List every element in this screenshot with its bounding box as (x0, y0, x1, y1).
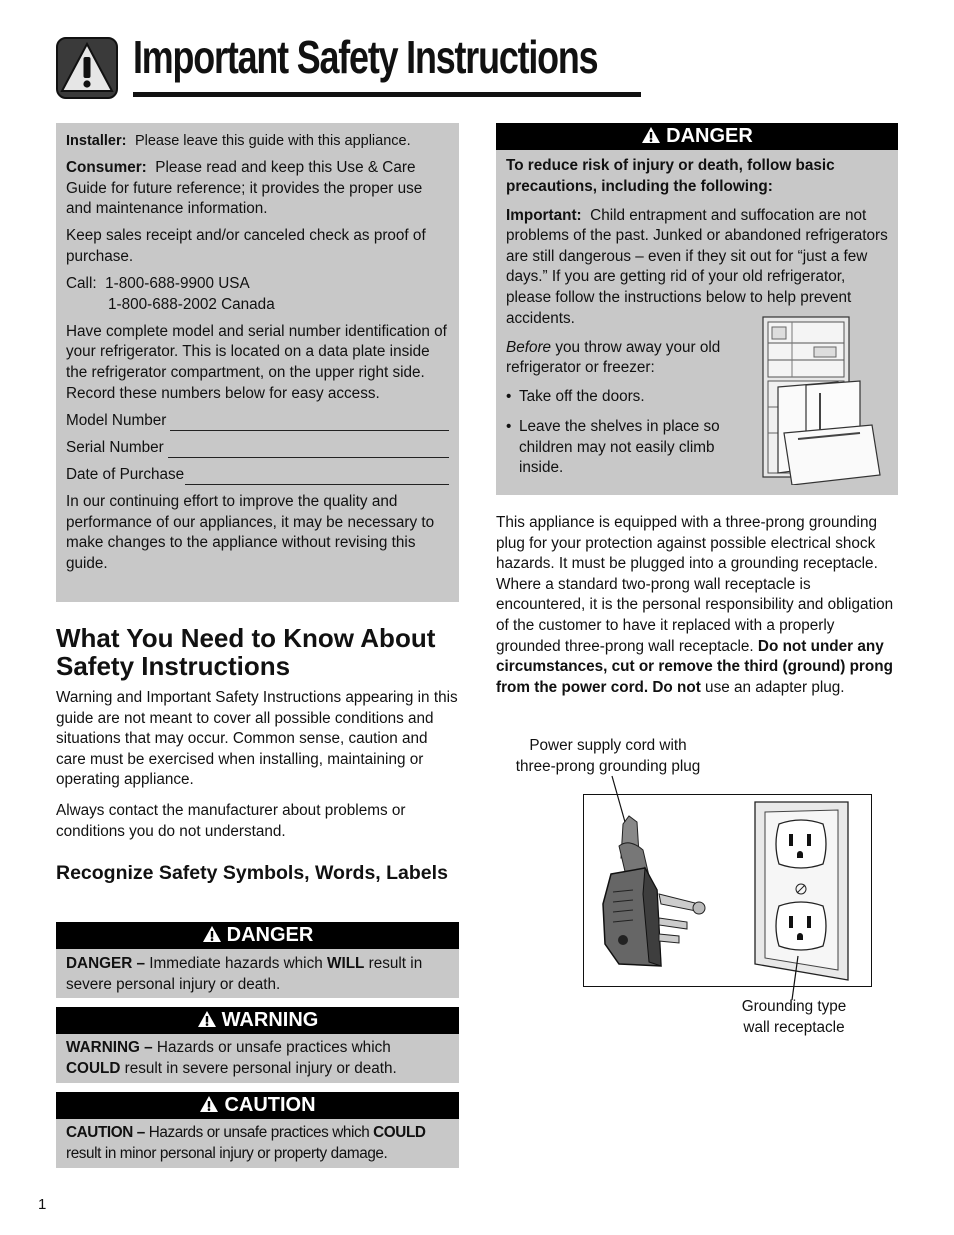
alert-triangle-icon (199, 1095, 219, 1113)
caption-leader-lines (580, 770, 820, 1010)
receptacle-caption: Grounding type wall receptacle (741, 998, 847, 1036)
installer-info-box (56, 123, 459, 602)
know-heading: What You Need to Know About Safety Instructions (56, 623, 436, 681)
list-item: • Take off the doors. (506, 387, 734, 408)
phone-canada: 1-800-688-2002 Canada (108, 295, 275, 313)
model-number-field[interactable]: Model Number (66, 411, 449, 432)
improvement-note: In our continuing effort to improve the quality and performance of our appliances, it may be necessary to make changes to the appliance without revising this guide. (66, 492, 435, 572)
know-paragraph-1: Warning and Important Safety Instructions appearing in this guide are not meant to cover all possible conditions and situations that may occur. Common sense, caution and care must be exercised when installing, maintaining or operating appliance. (56, 689, 458, 789)
alert-triangle-icon (197, 1010, 217, 1028)
important-note: Important: Child entrapment and suffocation are not problems of the past. Junked or abandoned refrigerators are still dangerous – even if they sit out for “just a few days.” If you are getting rid of your old refrigerator, please follow the instructions below to help prevent accidents. (506, 206, 888, 327)
serial-info: Have complete model and serial number identification of your refrigerator. This is located on a data plate inside the refrigerator compartment, on the upper right side. Record these numbers below for easy access. (66, 322, 447, 402)
warning-triangle-icon (56, 37, 118, 99)
caution-signal-box (56, 1092, 459, 1168)
phone-numbers: Call: 1-800-688-9900 USA 1-800-688-2002 Canada (66, 274, 449, 315)
danger-description: DANGER – Immediate hazards which WILL result in severe personal injury or death. (56, 949, 459, 998)
date-of-purchase-field[interactable]: Date of Purchase (66, 465, 449, 486)
alert-triangle-icon (641, 126, 661, 144)
cord-caption: Power supply cord with three-prong grounding plug (515, 737, 701, 775)
list-item: • Leave the shelves in place so children may not easily climb inside. (506, 417, 734, 479)
warning-header: WARNING (56, 1007, 459, 1034)
refrigerator-doors-illustration (762, 315, 897, 485)
receipt-note: Keep sales receipt and/or canceled check as proof of purchase. (66, 227, 426, 265)
danger-header: DANGER (56, 922, 459, 949)
consumer-note: Consumer: Please read and keep this Use & Care Guide for future reference; it provides the proper use and maintenance information. (66, 159, 423, 218)
warning-description: WARNING – Hazards or unsafe practices which COULD result in severe personal injury or death. (56, 1034, 459, 1083)
phone-usa: 1-800-688-9900 USA (105, 275, 250, 293)
know-paragraph-2: Always contact the manufacturer about problems or conditions you do not understand. (56, 802, 406, 840)
alert-triangle-icon (202, 925, 222, 943)
danger-box-header: DANGER (496, 123, 898, 150)
title-underline (133, 92, 641, 97)
grounding-paragraph: This appliance is equipped with a three-prong grounding plug for your protection against possible electrical shock hazards. It must be plugged into a grounding receptacle. Where a standard two-prong wall receptacle is encountered, it is the personal responsibility and obligation of the customer to have it replaced with a properly grounded three-prong wall receptacle. Do not under any circumstances, cut or remove the third (ground) prong from the power cord. Do not use an adapter plug. (496, 514, 894, 696)
before-note: Before you throw away your old refrigerator or freezer: (506, 338, 721, 377)
page-number: 1 (38, 1196, 47, 1213)
caution-description: CAUTION – Hazards or unsafe practices which COULD result in minor personal injury or property damage. (56, 1119, 459, 1168)
serial-number-field[interactable]: Serial Number (66, 438, 449, 459)
warning-signal-box (56, 1007, 459, 1083)
disposal-steps-list (506, 387, 734, 478)
installer-note: Installer: Please leave this guide with this appliance. (66, 133, 411, 149)
recognize-heading: Recognize Safety Symbols, Words, Labels (56, 862, 448, 884)
danger-intro: To reduce risk of injury or death, follow basic precautions, including the following: (506, 157, 835, 195)
page-title: Important Safety Instructions (133, 31, 598, 83)
danger-signal-box (56, 922, 459, 998)
caution-header: CAUTION (56, 1092, 459, 1119)
